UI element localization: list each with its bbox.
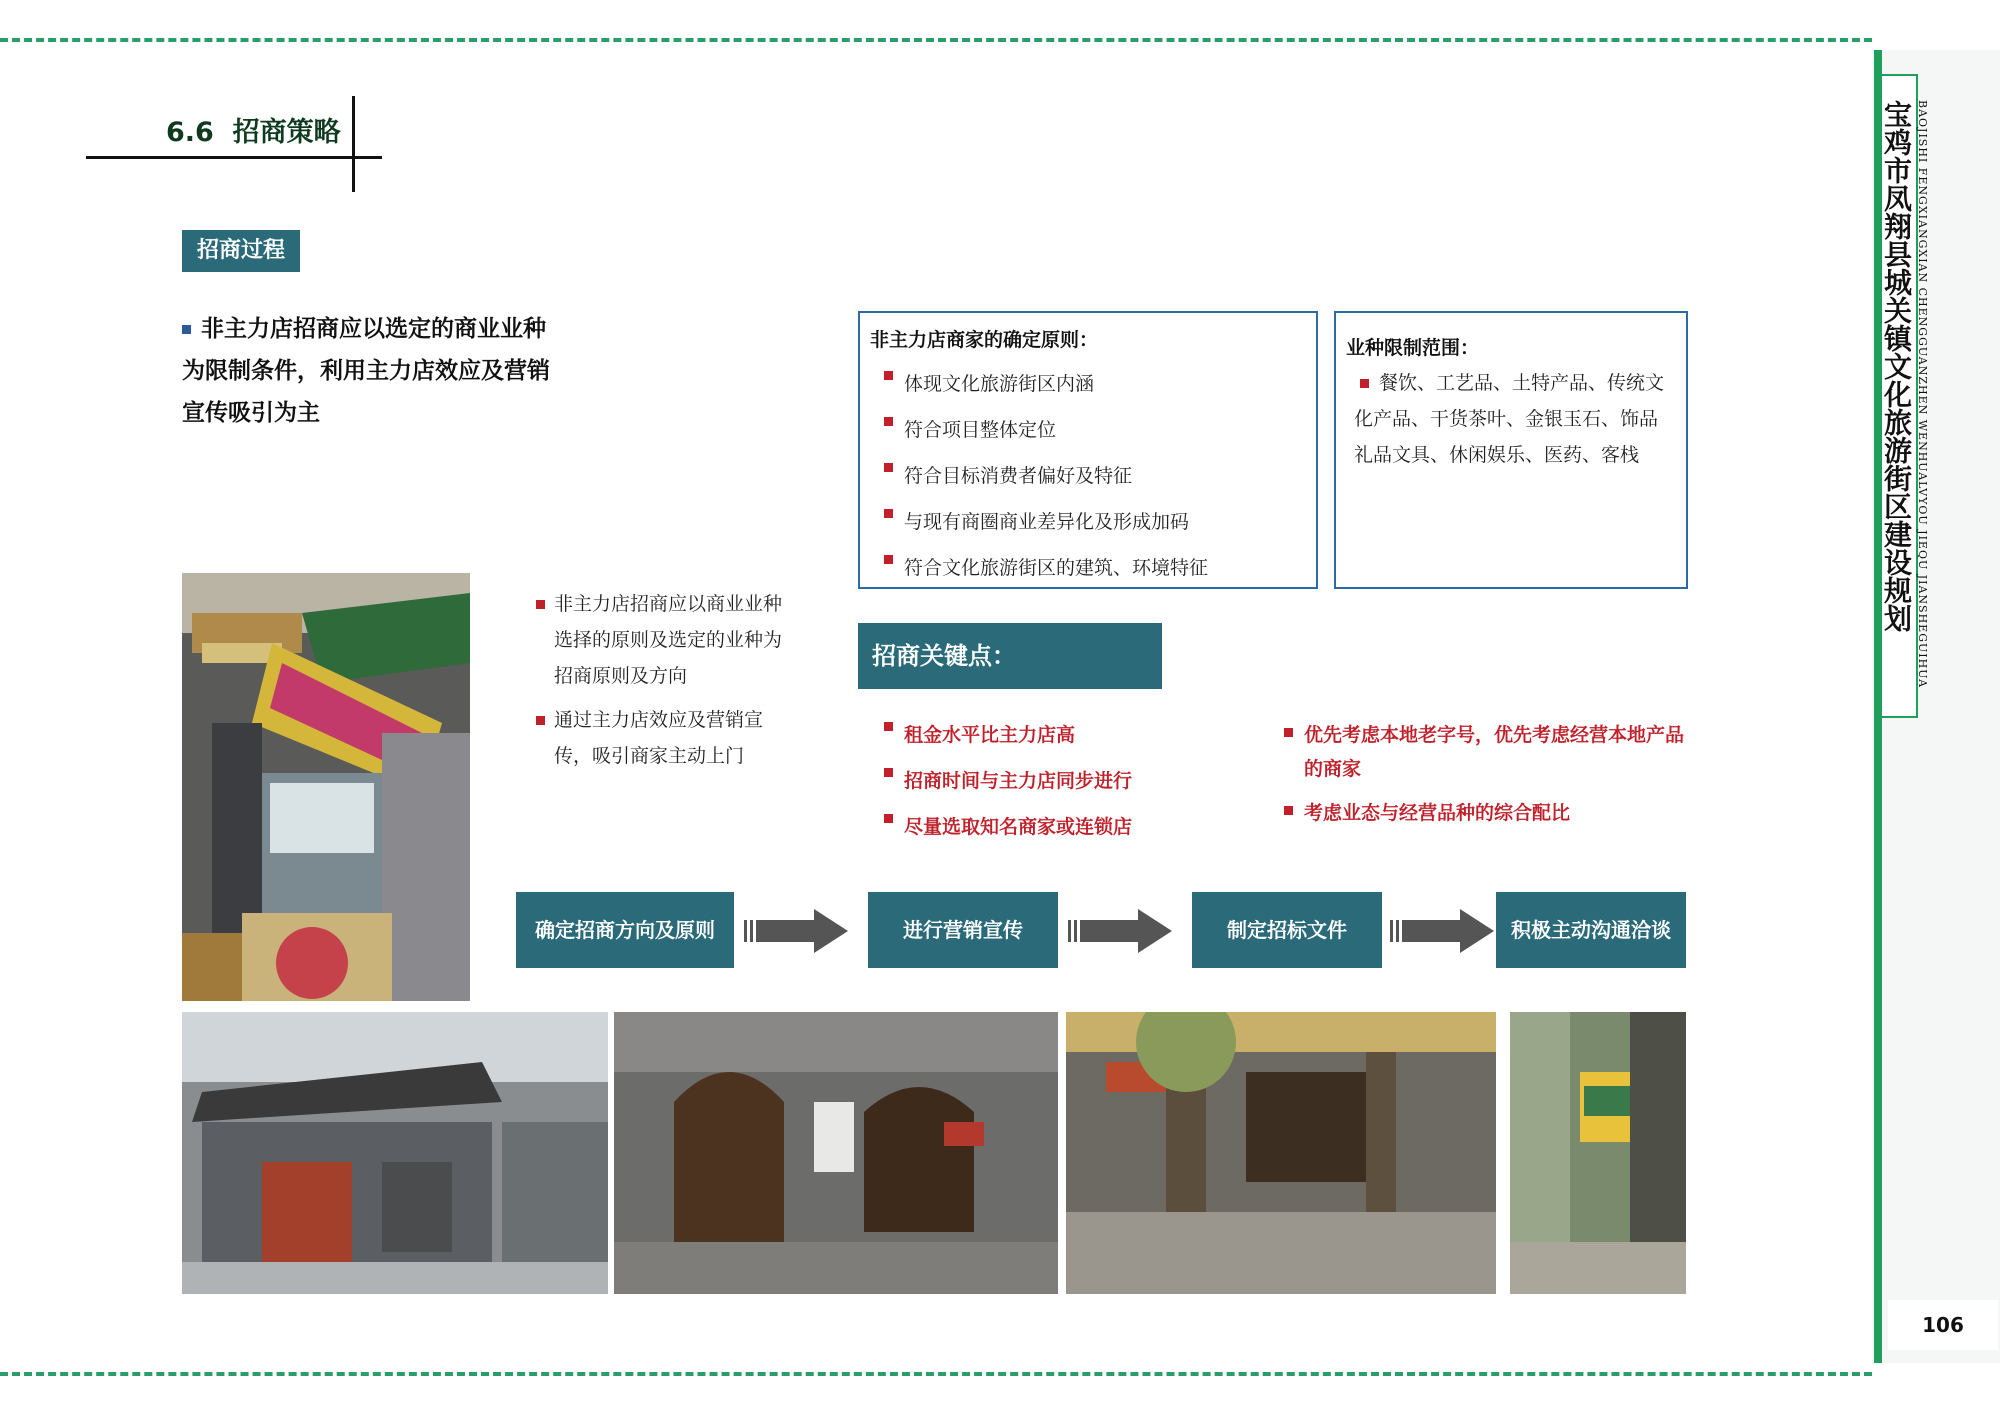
bottom-dashed-border [0,1372,1872,1376]
scope-box [1334,311,1688,589]
flow-arrow-icon [744,909,848,953]
principles-list [878,361,1208,591]
top-dashed-border [0,38,1872,42]
intro-statement [182,308,552,434]
principle-item: 符合文化旅游街区的建筑、环境特征 [878,545,1208,591]
section-number: 6.6 [166,117,214,148]
document-title: 宝鸡市凤翔县城关镇文化旅游街区建设规划 [1880,100,1913,632]
key-points-heading: 招商关键点： [858,623,1162,689]
intro-text: 非主力店招商应以选定的商业业种为限制条件，利用主力店效应及营销宣传吸引为主 [182,316,550,426]
street-photo-2 [614,1012,1058,1294]
flow-step-1: 确定招商方向及原则 [516,892,734,968]
key-points-left [878,712,1238,850]
note-item: 非主力店招商应以商业业种选择的原则及选定的业种为招商原则及方向 [530,586,792,694]
key-point-item: 尽量选取知名商家或连锁店 [878,804,1238,850]
flow-step-4: 积极主动沟通洽谈 [1496,892,1686,968]
principles-title: 非主力店商家的确定原则： [870,329,1099,351]
scope-text [1354,365,1672,473]
principle-item: 符合项目整体定位 [878,407,1208,453]
flow-arrow-icon [1068,909,1172,953]
street-photo-3 [1066,1012,1496,1294]
principle-item: 与现有商圈商业差异化及形成加码 [878,499,1208,545]
page-number: 106 [1888,1300,1998,1350]
key-point-item: 优先考虑本地老字号，优先考虑经营本地产品的商家 [1278,718,1684,786]
bullet-square-icon [1360,379,1369,388]
key-point-item: 招商时间与主力店同步进行 [878,758,1238,804]
principle-item: 体现文化旅游街区内涵 [878,361,1208,407]
section-title [166,110,341,149]
street-photo-1 [182,1012,608,1294]
note-item: 通过主力店效应及营销宣传，吸引商家主动上门 [530,702,792,774]
cafe-photo [182,573,470,1001]
principles-box [858,311,1318,589]
title-underline [86,156,382,159]
principle-item: 符合目标消费者偏好及特征 [878,453,1208,499]
document-subtitle: BAOJISHI FENGXIANGXIAN CHENGGUANZHEN WENHUALVYOU JIEQU JIANSHEGUIHUA [1916,100,1929,689]
bullet-square-icon [182,325,191,334]
flow-step-3: 制定招标文件 [1192,892,1382,968]
key-points-right [1278,718,1684,830]
flow-arrow-icon [1390,909,1494,953]
section-title-text: 招商策略 [232,117,341,148]
notes-list [530,586,792,782]
title-divider [352,96,355,192]
flow-step-2: 进行营销宣传 [868,892,1058,968]
key-point-item: 考虑业态与经营品种的综合配比 [1278,796,1684,830]
process-tag: 招商过程 [182,230,300,272]
key-point-item: 租金水平比主力店高 [878,712,1238,758]
scope-text-content: 餐饮、工艺品、土特产品、传统文化产品、干货茶叶、金银玉石、饰品礼品文具、休闲娱乐、医药、客栈 [1354,372,1665,466]
scope-title: 业种限制范围： [1346,337,1480,359]
street-photo-4 [1510,1012,1686,1294]
